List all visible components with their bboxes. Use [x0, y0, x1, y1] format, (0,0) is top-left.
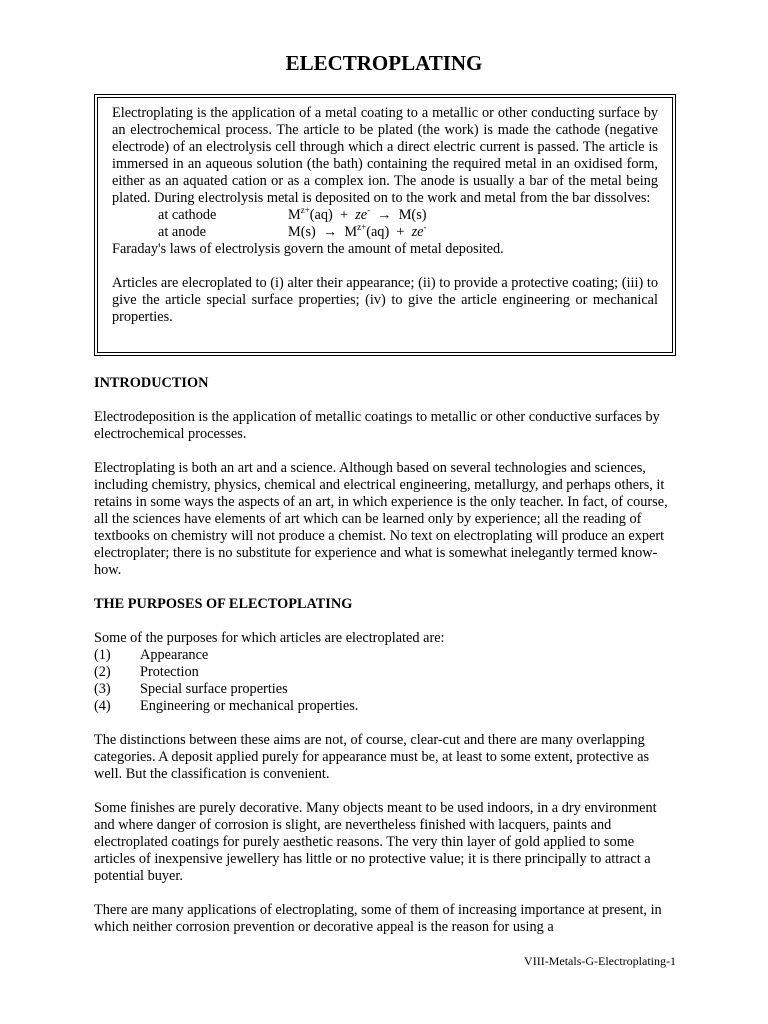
distinctions-paragraph: The distinctions between these aims are not, of course, clear-cut and there are many overlapping categories. A deposit applied purely for appearance must be, at least to some extent, protective as well. But the classification is convenient.	[94, 732, 650, 782]
page-title: ELECTROPLATING	[285, 51, 483, 75]
list-item: (4) Engineering or mechanical properties.	[94, 698, 359, 714]
cathode-equation-row	[112, 207, 658, 224]
purposes-section	[94, 596, 676, 936]
introduction-paragraph-1: Electrodeposition is the application of metallic coatings to metallic or other conductive surfaces by electrochemical processes.	[94, 409, 660, 442]
page-footer: VIII-Metals-G-Electroplating-1	[524, 954, 676, 968]
introduction-paragraph-2: Electroplating is both an art and a science. Although based on several technologies and sciences, including chemistry, physics, chemical and electrical engineering, metallurgy, and perhaps others, it retains in some ways the aspects of an art, in which experience is the only teacher. In fact, of course, all the sciences have elements of art which can be learned only by experience; all the reading of textbooks on chemistry will not produce a chemist. No text on electroplating will produce an expert electroplater; there is no substitute for experience and what is somewhat inelegantly termed know-how.	[94, 460, 668, 578]
introduction-heading: INTRODUCTION	[94, 375, 209, 391]
summary-paragraph-2: Articles are elecroplated to (i) alter their appearance; (ii) to provide a protective coating; (iii) to give the article special surface properties; (iv) to give the article engineering or mechanical properties.	[112, 275, 658, 325]
cathode-equation: $M^{z+}(aq) + ze^- \to M(s)$	[288, 205, 427, 223]
anode-label: at anode	[158, 224, 207, 240]
applications-paragraph: There are many applications of electroplating, some of them of increasing importance at present, in which neither corrosion prevention or decorative appeal is the reason for using a	[94, 902, 662, 935]
decorative-paragraph: Some finishes are purely decorative. Many objects meant to be used indoors, in a dry environment and where danger of corrosion is slight, are nevertheless finished with lacquers, paints and electroplated coatings for purely aesthetic reasons. The very thin layer of gold applied to some articles of inexpensive jewellery has little or no protective value; it is there principally to attract a potential buyer.	[94, 800, 657, 884]
summary-box	[112, 105, 658, 326]
anode-equation: $M(s) \to M^{z+}(aq) + ze^-$	[288, 222, 427, 240]
list-item: (1) Appearance	[94, 647, 209, 663]
purposes-heading: THE PURPOSES OF ELECTOPLATING	[94, 596, 353, 612]
purposes-lead: Some of the purposes for which articles are electroplated are:	[94, 630, 445, 646]
list-item: (2) Protection	[94, 664, 199, 680]
cathode-label: at cathode	[158, 207, 217, 223]
anode-equation-row	[112, 224, 658, 241]
introduction-section	[94, 375, 676, 579]
list-item: (3) Special surface properties	[94, 681, 288, 697]
faraday-sentence: Faraday's laws of electrolysis govern the amount of metal deposited.	[112, 241, 504, 257]
summary-paragraph-1: Electroplating is the application of a metal coating to a metallic or other conducting surface by an electrochemical process. The article to be plated (the work) is made the cathode (negative electrode) of an electrolysis cell through which a direct electric current is passed. The article is immersed in an aqueous solution (the bath) containing the required metal in an oxidised form, either as an aquated cation or as a complex ion. The anode is usually a bar of the metal being plated. During electrolysis metal is deposited on to the work and metal from the bar dissolves:	[112, 105, 658, 206]
